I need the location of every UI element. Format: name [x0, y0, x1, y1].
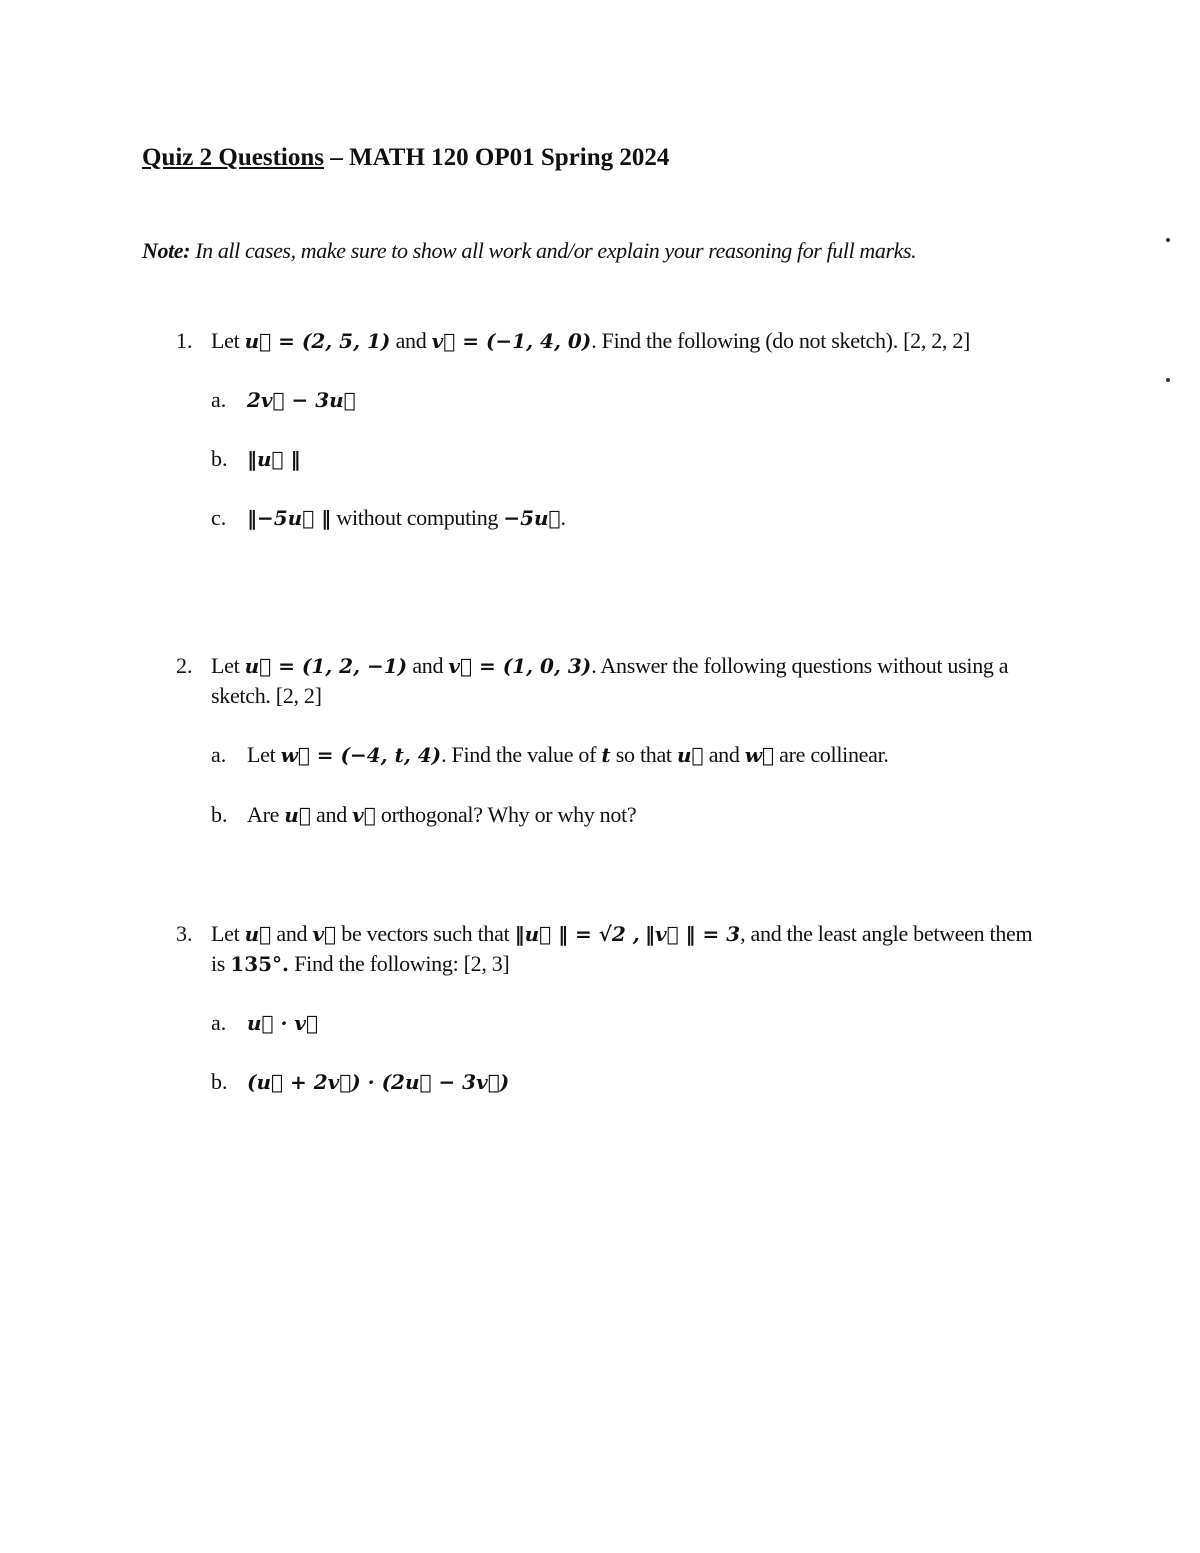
note-line	[142, 236, 916, 266]
q3a-expr: u⃗ · v⃗	[247, 1011, 319, 1035]
q2-v-expr: v⃗ = (1, 0, 3)	[448, 654, 592, 678]
q2b-label: b.	[211, 802, 228, 827]
q2-number: 2.	[176, 653, 193, 678]
margin-mark	[1166, 238, 1170, 242]
q3-norm-u: ‖u⃗ ‖ = √2 ,	[514, 922, 640, 946]
q3-and: and	[271, 921, 313, 946]
q1a-expr: 2v⃗ − 3u⃗	[247, 388, 356, 412]
q3-number: 3.	[176, 921, 193, 946]
q1-and: and	[390, 328, 432, 353]
q2b-lead: Are	[247, 802, 285, 827]
q1b-line	[247, 444, 301, 474]
title-underlined: Quiz 2 Questions	[142, 144, 324, 171]
q1-number: 1.	[176, 328, 193, 353]
q2a-label: a.	[211, 742, 227, 767]
q3a-label: a.	[211, 1010, 227, 1035]
q1-tail: . Find the following (do not sketch). [2, 2, 2]	[591, 328, 971, 353]
q2a-mid: . Find the value of	[441, 742, 602, 767]
q1c-line	[247, 503, 566, 533]
note-label: Note:	[142, 238, 191, 263]
q3-line2	[211, 949, 509, 979]
q2a-mid2: so that	[610, 742, 677, 767]
q3b-line	[247, 1067, 509, 1097]
q1c-label: c.	[211, 505, 227, 530]
q3-line2-lead: is	[211, 951, 231, 976]
q1a-label: a.	[211, 387, 227, 412]
q2a-end: are collinear.	[773, 742, 889, 767]
q2a-and: and	[703, 742, 745, 767]
q1b-expr: ‖u⃗ ‖	[247, 447, 301, 471]
q3-angle: 135°.	[230, 952, 289, 976]
q1-line	[211, 326, 970, 356]
q1b-label: b.	[211, 446, 228, 471]
q2b-v: v⃗	[352, 803, 376, 827]
q2-tail: . Answer the following questions without using a	[591, 653, 1009, 678]
q1c-text: without computing	[331, 505, 504, 530]
q2b-line	[247, 800, 636, 830]
q2a-line	[247, 740, 889, 770]
q2a-expr: w⃗ = (−4, t, 4)	[280, 743, 442, 767]
q3-line2-tail: Find the following: [2, 3]	[289, 951, 510, 976]
q3-u: u⃗	[244, 922, 272, 946]
q1c-expr: ‖−5u⃗ ‖	[247, 506, 332, 530]
q3-tail: , and the least angle between them	[740, 921, 1033, 946]
q1-u-expr: u⃗ = (2, 5, 1)	[244, 329, 391, 353]
q1a-line	[247, 385, 356, 415]
q2b-u: u⃗	[284, 803, 311, 827]
title-rest: – MATH 120 OP01 Spring 2024	[323, 144, 670, 171]
q3b-expr: (u⃗ + 2v⃗) · (2u⃗ − 3v⃗)	[247, 1070, 510, 1094]
q1c-end: .	[560, 505, 566, 530]
q3-lead: Let	[211, 921, 245, 946]
q3-mid: be vectors such that	[336, 921, 515, 946]
q2-line	[211, 651, 1008, 681]
q2b-and: and	[310, 802, 353, 827]
page-title	[142, 141, 669, 175]
note-text: In all cases, make sure to show all work and/or explain your reasoning for full marks.	[190, 238, 917, 263]
q2a-t: t	[601, 743, 611, 767]
q2-u-expr: u⃗ = (1, 2, −1)	[244, 654, 408, 678]
q3-v: v⃗	[312, 922, 337, 946]
q3b-label: b.	[211, 1069, 228, 1094]
q2-lead: Let	[211, 653, 245, 678]
q2a-w: w⃗	[744, 743, 774, 767]
q3-line	[211, 919, 1032, 949]
q1-v-expr: v⃗ = (−1, 4, 0)	[431, 329, 592, 353]
q3a-line	[247, 1008, 318, 1038]
q2a-u: u⃗	[676, 743, 704, 767]
q2b-end: orthogonal? Why or why not?	[375, 802, 637, 827]
q2-and: and	[407, 653, 449, 678]
margin-mark	[1166, 378, 1170, 382]
q2-line2: sketch. [2, 2]	[211, 683, 322, 708]
q1c-expr2: −5u⃗	[503, 506, 561, 530]
q1-lead: Let	[211, 328, 245, 353]
q2a-lead: Let	[247, 742, 281, 767]
q3-norm-v: ‖v⃗ ‖ = 3	[644, 922, 741, 946]
